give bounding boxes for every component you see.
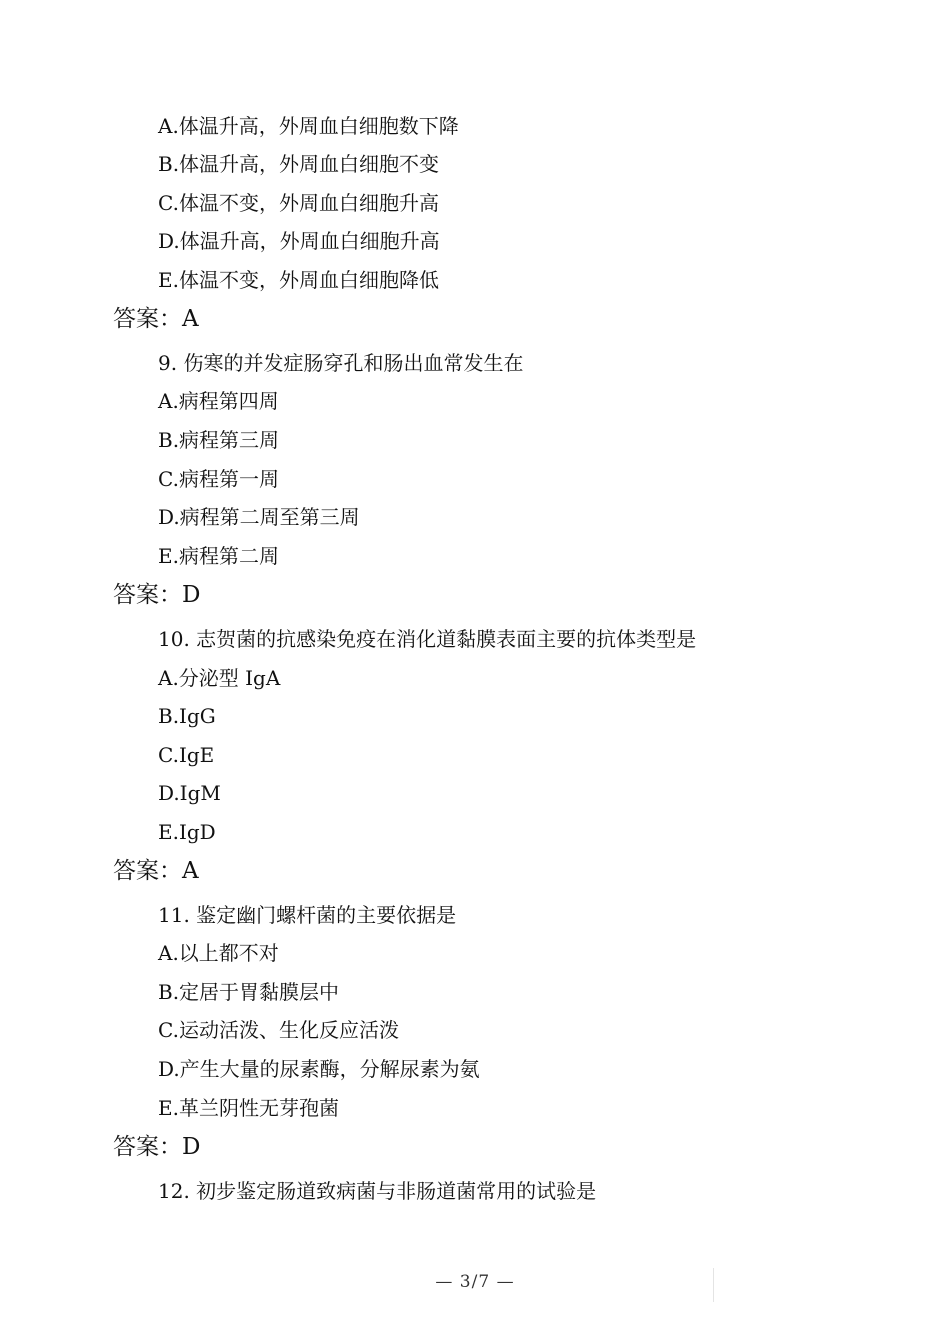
- option-a: A.以上都不对: [158, 941, 279, 965]
- option-b: B.病程第三周: [158, 428, 280, 452]
- question-12-stem: 12. 初步鉴定肠道致病菌与非肠道菌常用的试验是: [158, 1179, 597, 1203]
- option-d: D.IgM: [158, 781, 221, 805]
- option-c: C.IgE: [158, 743, 215, 767]
- option-d: D.病程第二周至第三周: [158, 505, 360, 529]
- option-e: E.体温不变，外周血白细胞降低: [158, 268, 439, 292]
- option-c: C.病程第一周: [158, 467, 279, 491]
- question-10-stem: 10. 志贺菌的抗感染免疫在消化道黏膜表面主要的抗体类型是: [158, 627, 697, 651]
- divider: [713, 1268, 714, 1302]
- answer-11: 答案：D: [113, 1134, 201, 1160]
- option-a: A.分泌型 IgA: [158, 666, 281, 690]
- option-c: C.体温不变，外周血白细胞升高: [158, 191, 439, 215]
- option-e: E.IgD: [158, 820, 216, 844]
- answer-8: 答案：A: [113, 306, 199, 332]
- question-9-stem: 9. 伤寒的并发症肠穿孔和肠出血常发生在: [158, 351, 524, 375]
- option-c: C.运动活泼、生化反应活泼: [158, 1018, 399, 1042]
- option-a: A.病程第四周: [158, 389, 279, 413]
- option-a: A.体温升高，外周血白细胞数下降: [158, 114, 459, 138]
- answer-9: 答案：D: [113, 582, 201, 608]
- page-number: — 3/7 —: [435, 1272, 515, 1292]
- option-e: E.病程第二周: [158, 544, 279, 568]
- answer-10: 答案：A: [113, 858, 199, 884]
- question-11-stem: 11. 鉴定幽门螺杆菌的主要依据是: [158, 903, 457, 927]
- option-b: B.体温升高，外周血白细胞不变: [158, 152, 440, 176]
- option-d: D.体温升高，外周血白细胞升高: [158, 229, 440, 253]
- option-d: D.产生大量的尿素酶，分解尿素为氨: [158, 1057, 480, 1081]
- option-b: B.IgG: [158, 704, 216, 728]
- option-e: E.革兰阴性无芽孢菌: [158, 1096, 339, 1120]
- option-b: B.定居于胃黏膜层中: [158, 980, 340, 1004]
